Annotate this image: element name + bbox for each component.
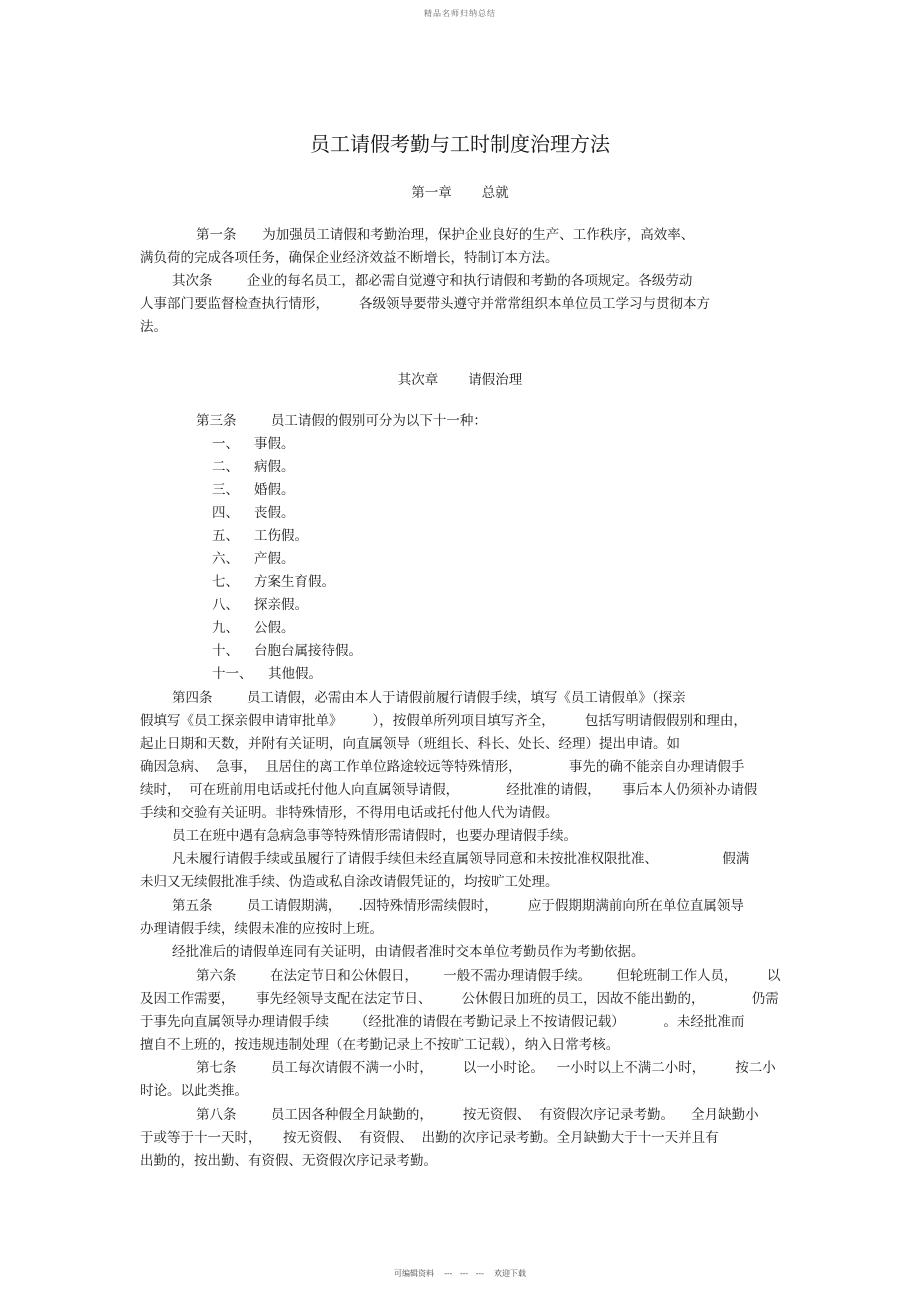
chapter-name: 请假治理 [468,372,523,388]
paragraph-line: 擅自不上班的，按违规违制处理（在考勤记录上不按旷工记载），纳入日常考核。 [140,1037,620,1053]
article-3: 第三条 员工请假的假别可分为以下十一种： [196,413,487,429]
paragraph-line: 假填写《员工探亲假申请审批单》 ），按假单所列项目填写齐全， 包括写明请假假别和理由， [140,713,747,729]
paragraph-line: 其次条 企业的每名员工，都必需自觉遵守和执行请假和考勤的各项规定。各级劳动 [172,273,693,289]
paragraph-line: 续时， 可在班前用电话或托付他人向直属领导请假， 经批准的请假， 事后本人仍须补办请假 [140,782,758,798]
paragraph-line: 于事先向直属领导办理请假手续 （经批准的请假在考勤记录上不按请假记载） 。未经批准而 [140,1014,745,1030]
list-item: 三、 婚假。 [212,482,295,498]
paragraph-line: 法。 [140,319,167,335]
list-item: 七、 方案生育假。 [212,574,335,590]
paragraph-line: 第七条 员工每次请假不满一小时， 以一小时论。 一小时以上不满二小时， 按二小 [196,1060,776,1076]
list-item: 八、 探亲假。 [212,597,308,613]
page-header: 精品名师归纳总结 [424,9,496,18]
paragraph-line: 第四条 员工请假，必需由本人于请假前履行请假手续，填写《员工请假单》（探亲 [172,690,686,706]
paragraph-line: 经批准后的请假单连同有关证明，由请假者准时交本单位考勤员作为考勤依据。 [172,944,645,960]
chapter-1-heading [0,181,920,201]
list-item: 四、 丧假。 [212,505,295,521]
paragraph-line: 第五条 员工请假期满， .因特殊情形需续假时， 应于假期期满前向所在单位直属领导 [172,898,744,914]
list-item: 一、 事假。 [212,436,295,452]
paragraph-line: 满负荷的完成各项任务，确保企业经济效益不断增长，特制订本方法。 [140,250,559,266]
paragraph-line: 第一条 为加强员工请假和考勤治理，保护企业良好的生产、工作秩序，高效率、 [196,227,695,243]
list-item: 二、 病假。 [212,459,295,475]
paragraph-line: 于或等于十一天时， 按无资假、 有资假、 出勤的次序记录考勤。全月缺勤大于十一天并且有 [140,1130,719,1146]
chapter-number: 其次章 [397,372,439,388]
paragraph-line: 凡未履行请假手续或虽履行了请假手续但未经直属领导同意和未按批准权限批准、 假满 [172,851,750,867]
paragraph-line: 第六条 在法定节日和公休假日， 一般不需办理请假手续。 但轮班制工作人员， 以 [196,968,781,984]
paragraph-line: 确因急病、 急事， 且居住的离工作单位路途较远等特殊情形， 事先的确不能亲自办理请假手 [140,759,745,775]
paragraph-line: 办理请假手续，续假未准的应按时上班。 [140,921,383,937]
list-item: 五、 工伤假。 [212,528,308,544]
list-item: 十、 台胞台属接待假。 [212,643,362,659]
chapter-name: 总就 [481,185,509,201]
chapter-2-heading [0,368,920,388]
list-item: 十一、 其他假。 [212,666,322,682]
paragraph-line: 员工在班中遇有急病急事等特殊情形需请假时，也要办理请假手续。 [172,828,577,844]
page-footer: 可编辑资料 --- --- --- 欢迎下载 [394,1269,526,1278]
paragraph-line: 起止日期和天数，并附有关证明，向直属领导（班组长、科长、处长、经理）提出申请。如 [140,736,680,752]
document-title: 员工请假考勤与工时制度治理方法 [310,132,610,156]
paragraph-line: 手续和交验有关证明。非特殊情形，不得用电话或托付他人代为请假。 [140,805,559,821]
paragraph-line: 及因工作需要， 事先经领导支配在法定节日、 公休假日加班的员工，因故不能出勤的， 仍需 [140,991,779,1007]
paragraph-line: 第八条 员工因各种假全月缺勤的， 按无资假、 有资假次序记录考勤。 全月缺勤小 [196,1107,759,1123]
list-item: 九、 公假。 [212,620,295,636]
paragraph-line: 人事部门要监督检查执行情形， 各级领导要带头遵守并常常组织本单位员工学习与贯彻本方 [140,296,711,312]
paragraph-line: 出勤的，按出勤、有资假、无资假次序记录考勤。 [140,1153,437,1169]
paragraph-line: 时论。以此类推。 [140,1083,248,1099]
chapter-number: 第一章 [411,185,452,201]
list-item: 六、 产假。 [212,551,295,567]
paragraph-line: 未归又无续假批准手续、伪造或私自涂改请假凭证的，均按旷工处理。 [140,874,559,890]
